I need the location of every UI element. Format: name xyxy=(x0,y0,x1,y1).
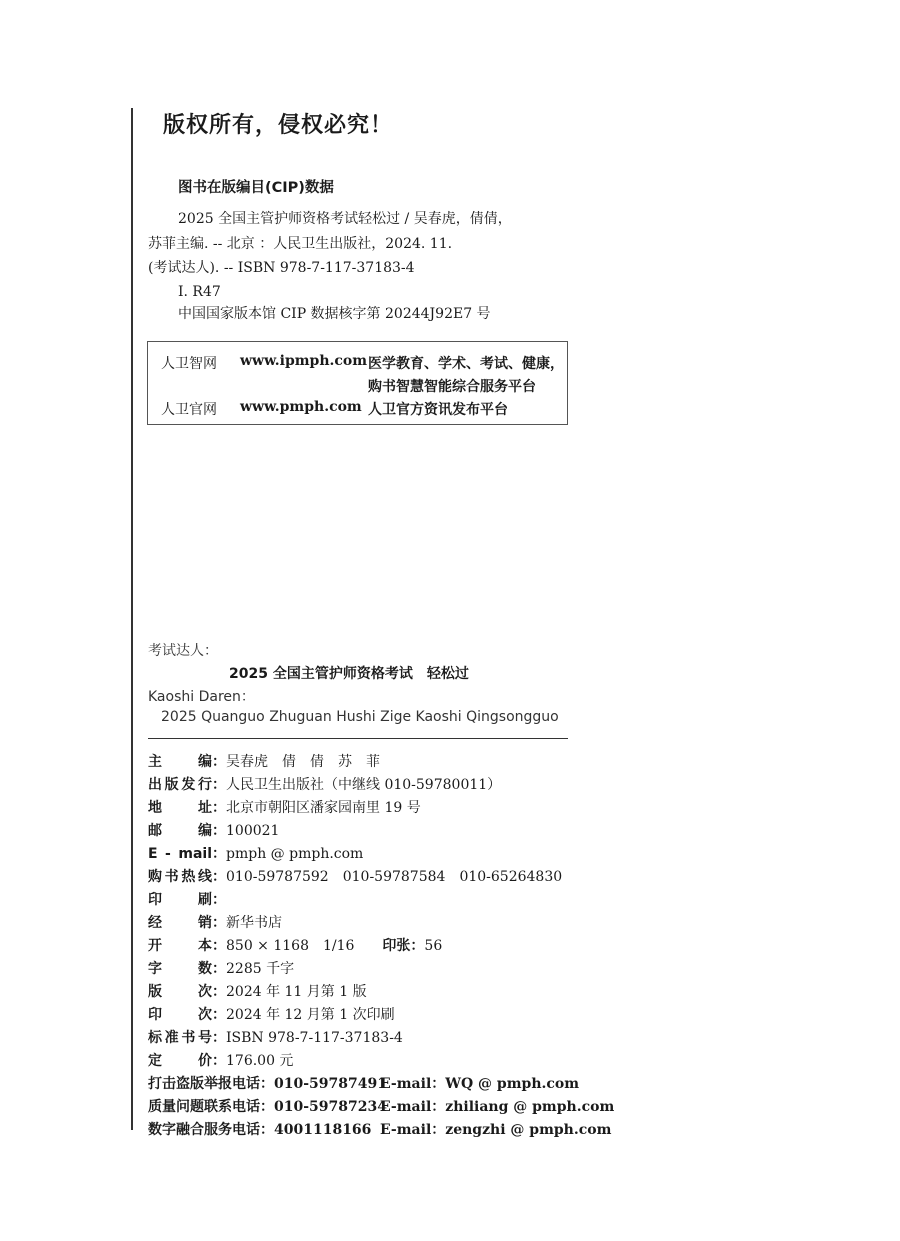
info-value: 850 × 1168 1/16 xyxy=(226,938,355,954)
info-postcode: 邮 编：100021 xyxy=(148,820,279,840)
report-email[interactable]: E-mail：zengzhi @ pmph.com xyxy=(380,1122,612,1138)
report-label: 打击盗版举报电话： xyxy=(148,1076,274,1092)
info-value: 人民卫生出版社（中继线 010-59780011） xyxy=(226,777,502,793)
info-label: 地 址 xyxy=(148,800,212,816)
website-name: 人卫智网 xyxy=(161,356,217,372)
info-edition: 版 次：2024 年 11 月第 1 版 xyxy=(148,981,367,1001)
report-phone: 4001118166 xyxy=(274,1122,372,1138)
info-value: 56 xyxy=(424,938,443,954)
info-label: 标准书号 xyxy=(148,1030,212,1046)
margin-rule xyxy=(131,108,133,1130)
report-piracy xyxy=(148,1073,580,1093)
website-url[interactable]: www.pmph.com xyxy=(240,399,362,415)
info-value: 176.00 元 xyxy=(226,1053,294,1069)
info-label: 印 刷 xyxy=(148,892,212,908)
website-desc: 人卫官方资讯发布平台 xyxy=(368,402,508,418)
info-label: 开 本 xyxy=(148,938,212,954)
info-word-count: 字 数：2285 千字 xyxy=(148,958,294,978)
cip-line-4: Ⅰ. R47 xyxy=(178,284,221,300)
report-email[interactable]: E-mail：zhiliang @ pmph.com xyxy=(380,1099,615,1115)
cip-line-2: 苏菲主编. -- 北京 ：人民卫生出版社，2024. 11. xyxy=(148,236,453,252)
cip-heading: 图书在版编目(CIP)数据 xyxy=(178,180,334,196)
info-hotline: 购书热线：010-59787592 010-59787584 010-65264830 xyxy=(148,866,562,886)
info-label: 主 编 xyxy=(148,754,212,770)
info-value: 2024 年 11 月第 1 版 xyxy=(226,984,367,1000)
pinyin-series-label: Kaoshi Daren： xyxy=(148,689,255,705)
info-value: 2285 千字 xyxy=(226,961,295,977)
info-printing: 印 次：2024 年 12 月第 1 次印刷 xyxy=(148,1004,395,1024)
info-price: 定 价：176.00 元 xyxy=(148,1050,293,1070)
horizontal-rule xyxy=(148,738,568,739)
report-quality xyxy=(148,1096,615,1116)
info-label: 出版发行 xyxy=(148,777,212,793)
series-label: 考试达人： xyxy=(148,643,218,659)
info-value: 2024 年 12 月第 1 次印刷 xyxy=(226,1007,395,1023)
info-label: 定 价 xyxy=(148,1053,212,1069)
info-label: 购书热线 xyxy=(148,869,212,885)
report-label: 质量问题联系电话： xyxy=(148,1099,274,1115)
report-digital xyxy=(148,1119,612,1139)
info-label: 版 次 xyxy=(148,984,212,1000)
info-value: ISBN 978-7-117-37183-4 xyxy=(226,1030,403,1046)
info-email: E - mail：pmph @ pmph.com xyxy=(148,846,364,862)
info-value: 010-59787584 xyxy=(342,869,446,885)
info-value: 北京市朝阳区潘家园南里 19 号 xyxy=(226,800,421,816)
website-url[interactable]: www.ipmph.com xyxy=(240,353,368,369)
info-isbn: 标准书号：ISBN 978-7-117-37183-4 xyxy=(148,1027,403,1047)
copyright-notice: 版权所有，侵权必究！ xyxy=(163,113,394,138)
info-label: 印 次 xyxy=(148,1007,212,1023)
info-label: 字 数 xyxy=(148,961,212,977)
info-label: 印张 xyxy=(382,938,411,954)
series-title-main: 2025 全国主管护师资格考试 xyxy=(229,666,413,682)
report-phone: 010-59787491 xyxy=(274,1076,387,1092)
info-value: 新华书店 xyxy=(226,915,282,931)
report-label: 数字融合服务电话： xyxy=(148,1122,274,1138)
report-email[interactable]: E-mail：WQ @ pmph.com xyxy=(380,1076,580,1092)
cip-line-5: 中国国家版本馆 CIP 数据核字第 20244J92E7 号 xyxy=(178,306,491,322)
info-format: 开 本：850 × 1168 1/16 印张：56 xyxy=(148,935,442,955)
cip-line-1: 2025 全国主管护师资格考试轻松过 / 吴春虎，倩倩， xyxy=(178,211,512,227)
cip-line-3: (考试达人). -- ISBN 978-7-117-37183-4 xyxy=(148,260,415,276)
series-title xyxy=(229,663,469,683)
pinyin-series-title: 2025 Quanguo Zhuguan Hushi Zige Kaoshi Qingsongguo xyxy=(161,709,559,725)
info-label: 邮 编 xyxy=(148,823,212,839)
series-title-suffix: 轻松过 xyxy=(426,666,469,682)
info-address: 地 址：北京市朝阳区潘家园南里 19 号 xyxy=(148,797,421,817)
info-value: 010-59787592 xyxy=(226,869,329,885)
info-distributor: 经 销：新华书店 xyxy=(148,912,282,932)
info-value: 010-65264830 xyxy=(459,869,563,885)
info-printer: 印 刷： xyxy=(148,889,226,909)
info-publisher: 出版发行：人民卫生出版社（中继线 010-59780011） xyxy=(148,774,501,794)
info-value: 100021 xyxy=(226,823,280,839)
info-editor: 主 编：吴春虎 倩 倩 苏 菲 xyxy=(148,751,380,771)
website-desc: 购书智慧智能综合服务平台 xyxy=(368,379,536,395)
info-label: 经 销 xyxy=(148,915,212,931)
info-value: 吴春虎 倩 倩 苏 菲 xyxy=(226,754,380,770)
website-box xyxy=(147,341,568,425)
website-desc: 医学教育、学术、考试、健康， xyxy=(368,356,564,372)
website-name: 人卫官网 xyxy=(161,402,217,418)
report-phone: 010-59787234 xyxy=(274,1099,387,1115)
info-label: E - mail xyxy=(148,846,212,862)
info-value[interactable]: pmph @ pmph.com xyxy=(226,846,364,862)
